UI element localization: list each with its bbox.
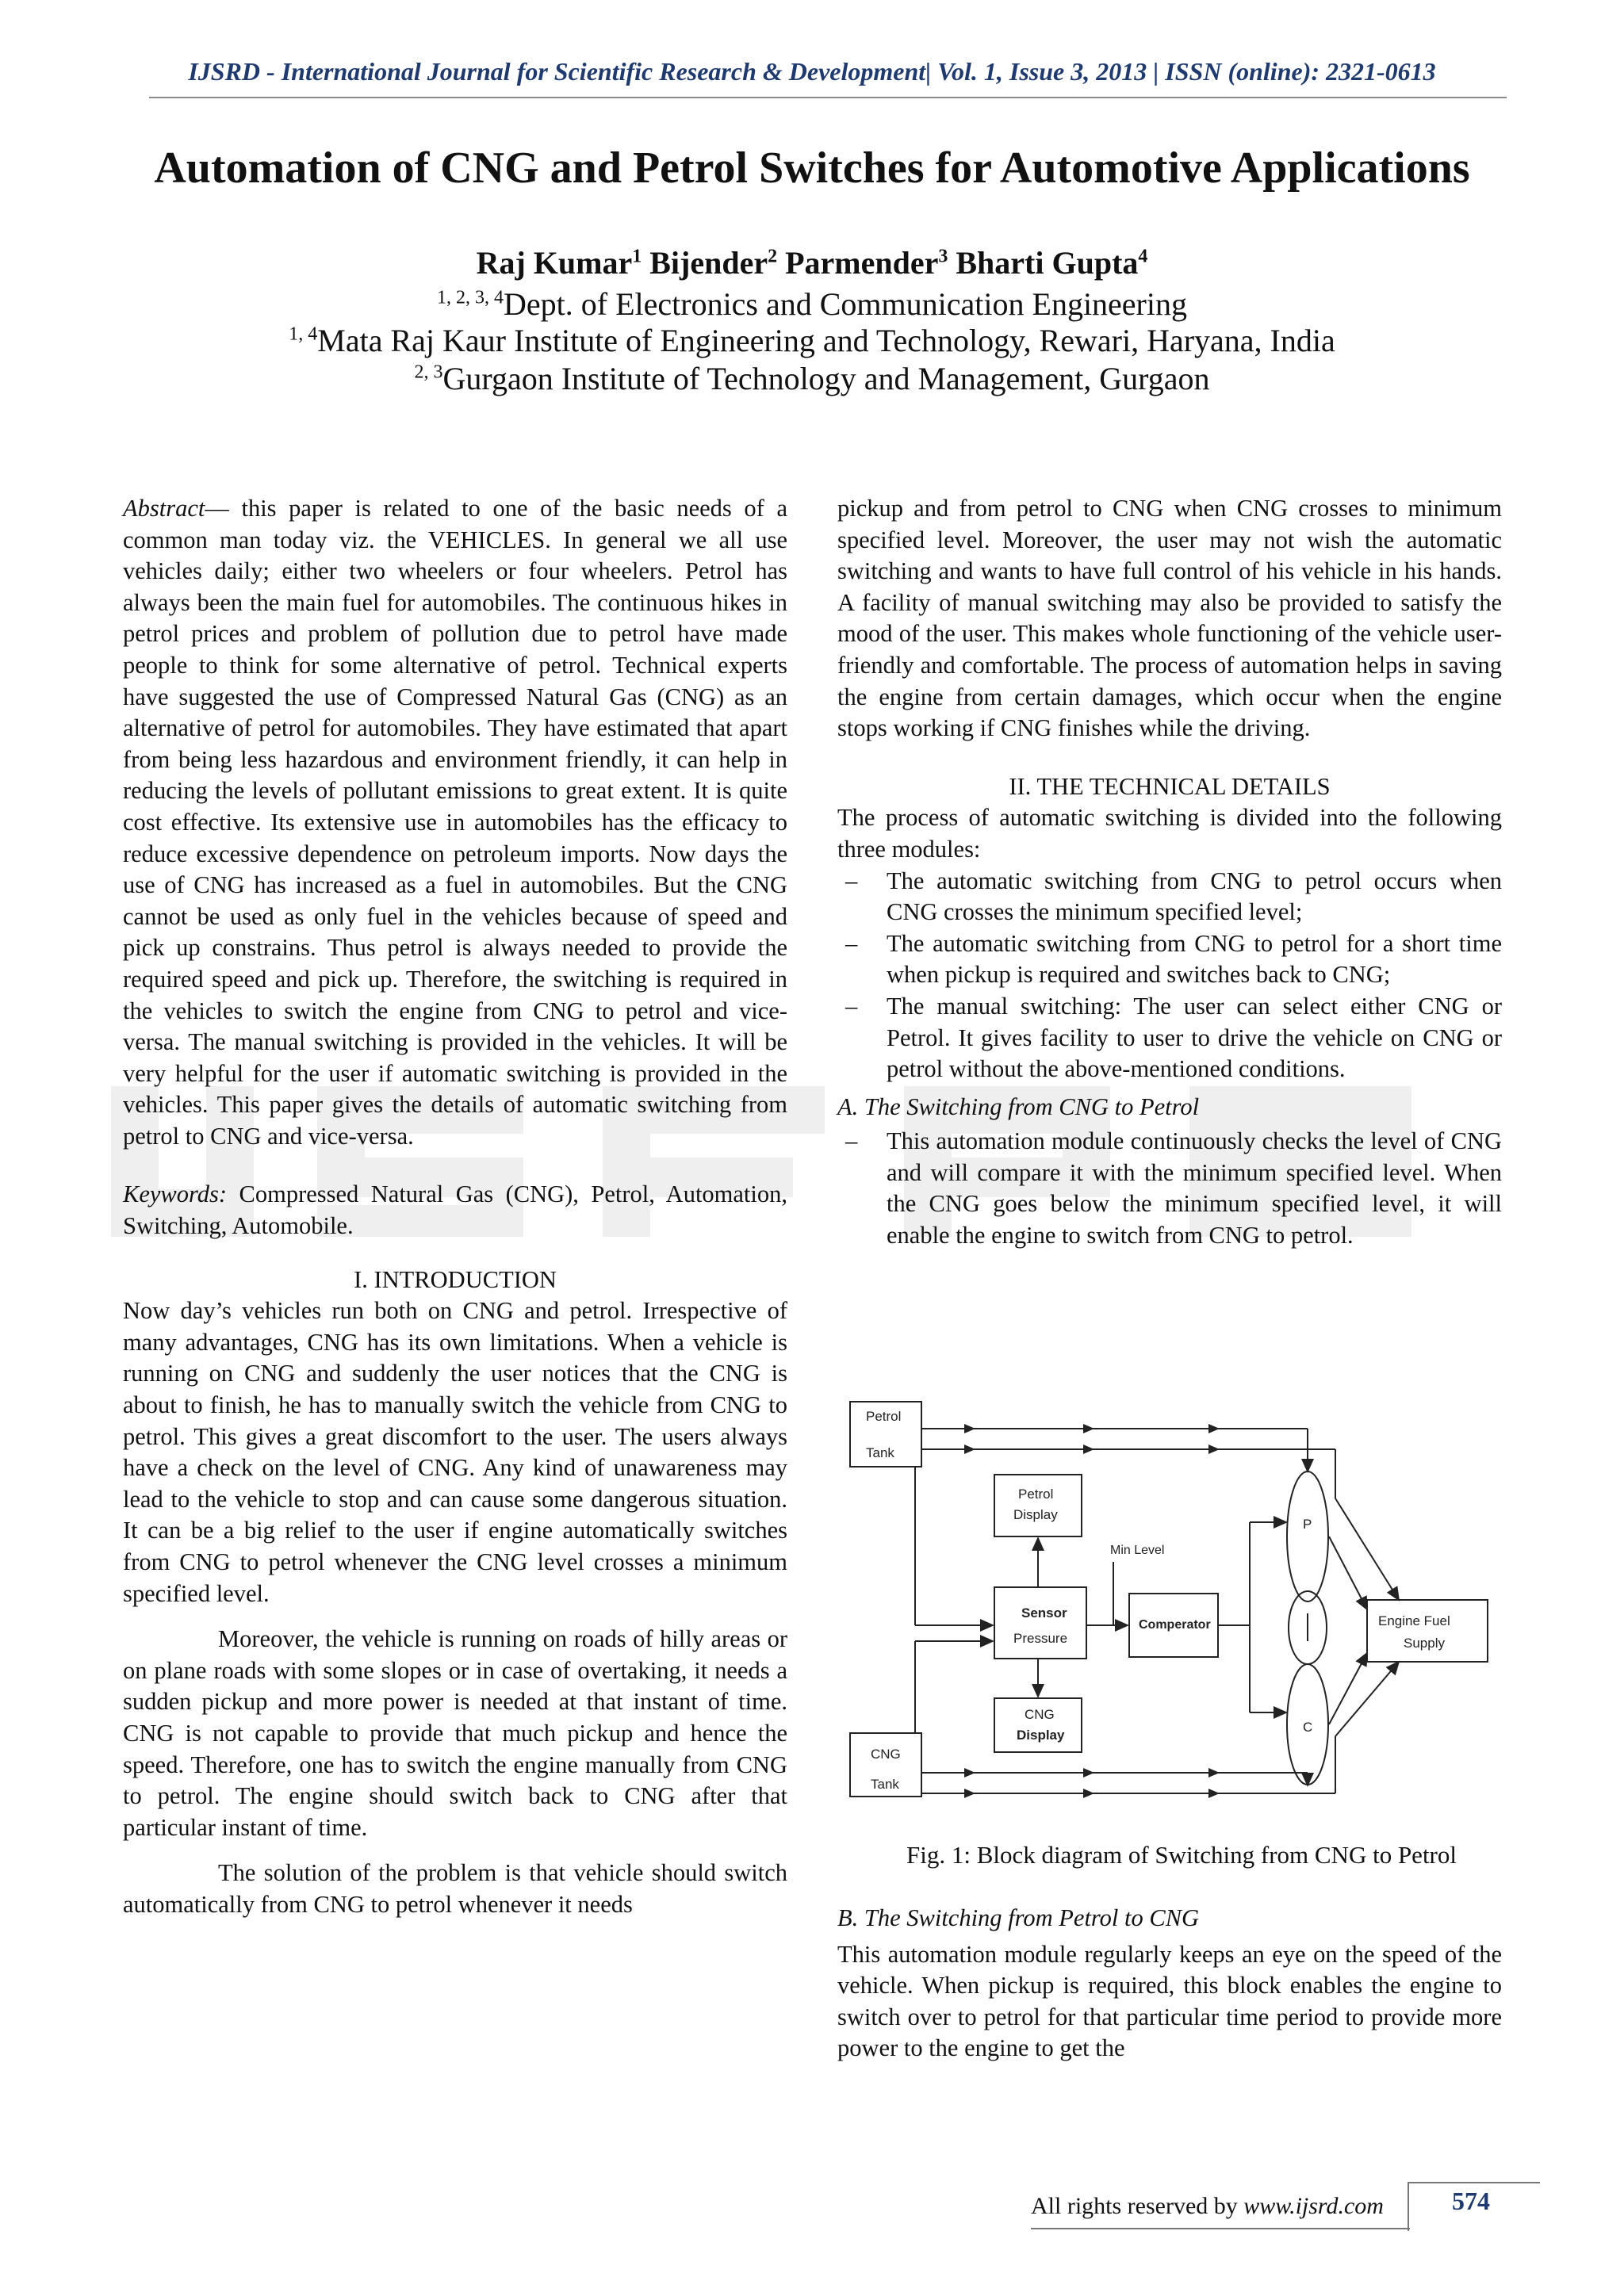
min-level-label: Min Level bbox=[1110, 1544, 1165, 1557]
header-rule bbox=[149, 97, 1507, 98]
subsection-b-text: This automation module regularly keeps an eye on the speed of the vehicle. When pickup is required, this block enables the engine to switch over to petrol for that particular time period to provide more power to the engine to get the bbox=[837, 1940, 1502, 2062]
petrol-tank-label-2: Tank bbox=[866, 1445, 894, 1460]
engine-supply-box bbox=[1367, 1600, 1488, 1662]
site-link[interactable]: www.ijsrd.com bbox=[1243, 2193, 1384, 2219]
sensor-label-1: Sensor bbox=[1021, 1605, 1067, 1621]
affiliation-text: Gurgaon Institute of Technology and Management, Gurgaon bbox=[442, 361, 1210, 396]
section-heading-technical: II. THE TECHNICAL DETAILS bbox=[1009, 772, 1331, 800]
rights-text: All rights reserved by bbox=[1031, 2193, 1244, 2219]
affiliation-sup: 1, 2, 3, 4 bbox=[437, 287, 504, 308]
block-diagram bbox=[844, 1395, 1518, 1808]
keywords-text: Compressed Natural Gas (CNG), Petrol, Automation, Switching, Automobile. bbox=[123, 1181, 787, 1240]
author-name: Bijender bbox=[649, 245, 768, 281]
sensor-box bbox=[994, 1587, 1086, 1659]
affiliation-2 bbox=[0, 322, 1624, 359]
affiliation-text: Dept. of Electronics and Communication Engineering bbox=[504, 286, 1187, 322]
affiliation-sup: 2, 3 bbox=[414, 362, 443, 383]
switch-p-oval bbox=[1287, 1471, 1328, 1601]
intro-paragraph-1: Now day’s vehicles run both on CNG and petrol. Irrespective of many advantages, CNG has its own limitations. When a vehicle is running on CNG and suddenly the user notices that the CNG is about to finish, he has to manually switch the vehicle from CNG to petrol. This gives a great discomfort to the user. The users always have a check on the level of CNG. Any kind of unawareness may lead to the vehicle to stop and can cause some dangerous situation. It can be a big relief to the user if engine automatically switches from CNG to petrol whenever the CNG level crosses a minimum specified level. bbox=[123, 1297, 787, 1607]
cng-tank-label-1: CNG bbox=[871, 1747, 901, 1762]
figure-caption: Fig. 1: Block diagram of Switching from CNG to Petrol bbox=[906, 1841, 1457, 1869]
author-line bbox=[0, 244, 1624, 281]
author-sup: 3 bbox=[938, 246, 948, 267]
engine-supply-label-1: Engine Fuel bbox=[1378, 1613, 1450, 1628]
switch-p-label: P bbox=[1303, 1517, 1312, 1532]
affiliation-text: Mata Raj Kaur Institute of Engineering and Technology, Rewari, Haryana, India bbox=[317, 323, 1335, 358]
paper-title: Automation of CNG and Petrol Switches for Automotive Applications bbox=[154, 144, 1470, 193]
module-item: – The automatic switching from CNG to petrol occurs when CNG crosses the minimum specified level; bbox=[837, 866, 1502, 928]
subsection-a-item: – This automation module continuously checks the level of CNG and will compare it with the minimum specified level. When the CNG goes below the minimum specified level, it will enable the engine to switch from CNG to petrol. bbox=[837, 1126, 1502, 1251]
page-number: 574 bbox=[1452, 2187, 1490, 2215]
intro-continuation: pickup and from petrol to CNG when CNG crosses to minimum specified level. Moreover, the user may not wish the automatic switching and wants to have full control of his vehicle in his hands. A facility of manual switching may also be provided to satisfy the mood of the user. This makes whole functioning of the vehicle user- friendly and comfortable. The process of automation helps in saving the engine from certain damages, which occur when the engine stops working if CNG finishes while the driving. bbox=[837, 495, 1502, 742]
cng-display-label-1: CNG bbox=[1025, 1707, 1055, 1722]
affiliation-3 bbox=[0, 360, 1624, 397]
switch-c-label: C bbox=[1303, 1720, 1313, 1735]
author-name: Parmender bbox=[785, 245, 939, 281]
petrol-display-box bbox=[994, 1475, 1082, 1536]
section-heading-introduction: I. INTRODUCTION bbox=[354, 1265, 557, 1293]
module-item: – The manual switching: The user can select either CNG or Petrol. It gives facility to user to drive the vehicle on CNG or petrol without the above-mentioned conditions. bbox=[837, 991, 1502, 1085]
author-name: Bharti Gupta bbox=[956, 245, 1139, 281]
petrol-display-label-1: Petrol bbox=[1018, 1487, 1054, 1502]
journal-header: IJSRD - International Journal for Scientific Research & Development| Vol. 1, Issue 3, 2013 | ISSN (online): 2321-0613 bbox=[188, 57, 1436, 86]
abstract bbox=[123, 493, 787, 1152]
affiliation-sup: 1, 4 bbox=[289, 323, 318, 345]
author-sup: 1 bbox=[632, 246, 642, 267]
right-column-lower bbox=[837, 1903, 1502, 2064]
right-column bbox=[837, 493, 1502, 1252]
affiliation-1 bbox=[0, 285, 1624, 323]
module-item: – The automatic switching from CNG to petrol for a short time when pickup is required and switches back to CNG; bbox=[837, 928, 1502, 991]
cng-tank-label-2: Tank bbox=[871, 1777, 899, 1792]
petrol-display-label-2: Display bbox=[1013, 1507, 1058, 1522]
subsection-heading-a: A. The Switching from CNG to Petrol bbox=[837, 1093, 1200, 1120]
footer-rights bbox=[1031, 2193, 1384, 2220]
petrol-tank-label-1: Petrol bbox=[866, 1409, 902, 1424]
author-sup: 4 bbox=[1138, 246, 1148, 267]
author-name: Raj Kumar bbox=[476, 245, 633, 281]
abstract-text: — this paper is related to one of the basic needs of a common man today viz. the VEHICLES. In general we all use vehicles daily; either two wheelers or four wheelers. Petrol has always been the main fuel for automobiles. The continuous hikes in petrol prices and problem of pollution due to petrol have made people to think for some alternative of petrol. Technical experts have suggested the use of Compressed Natural Gas (CNG) as an alternative of petrol for automobiles. They have estimated that apart from being less hazardous and environment friendly, it can help in reducing the levels of pollutant emissions to great extent. It is quite cost effective. Its extensive use in automobiles has the efficacy to reduce excessive dependence on petroleum imports. Now days the use of CNG has increased as a fuel in automobiles. But the CNG cannot be used as only fuel in the vehicles because of speed and pick up constrains. Thus petrol is always needed to provide the required speed and pick up. Therefore, the switching is required in the vehicles to switch the engine from CNG to petrol and vice-versa. The manual switching is provided in the vehicles. It will be very helpful for the user if automatic switching is provided in the vehicles. This paper gives the details of automatic switching from petrol to CNG and vice-versa. bbox=[123, 495, 787, 1150]
sensor-label-2: Pressure bbox=[1013, 1631, 1068, 1646]
author-sup: 2 bbox=[768, 246, 778, 267]
comparator-label: Comperator bbox=[1139, 1618, 1211, 1632]
technical-intro: The process of automatic switching is divided into the following three modules: bbox=[837, 804, 1502, 863]
engine-supply-label-2: Supply bbox=[1404, 1636, 1445, 1651]
subsection-heading-b: B. The Switching from Petrol to CNG bbox=[837, 1904, 1200, 1931]
keywords-label: Keywords: bbox=[123, 1181, 228, 1208]
left-column bbox=[123, 493, 787, 1921]
intro-paragraph-3: The solution of the problem is that vehicle should switch automatically from CNG to petrol whenever it needs bbox=[123, 1859, 787, 1918]
keywords bbox=[123, 1179, 787, 1242]
abstract-label: Abstract bbox=[123, 495, 205, 522]
footer-rule bbox=[1031, 2228, 1410, 2229]
intro-paragraph-2: Moreover, the vehicle is running on roads of hilly areas or on plane roads with some slopes or in case of overtaking, it needs a sudden pickup and more power is needed at that instant of time. CNG is not capable to provide that much pickup and hence the speed. Therefore, one has to switch the engine manually from CNG to petrol. The engine should switch back to CNG after that particular instant of time. bbox=[123, 1625, 787, 1841]
cng-display-label-2: Display bbox=[1017, 1728, 1065, 1743]
